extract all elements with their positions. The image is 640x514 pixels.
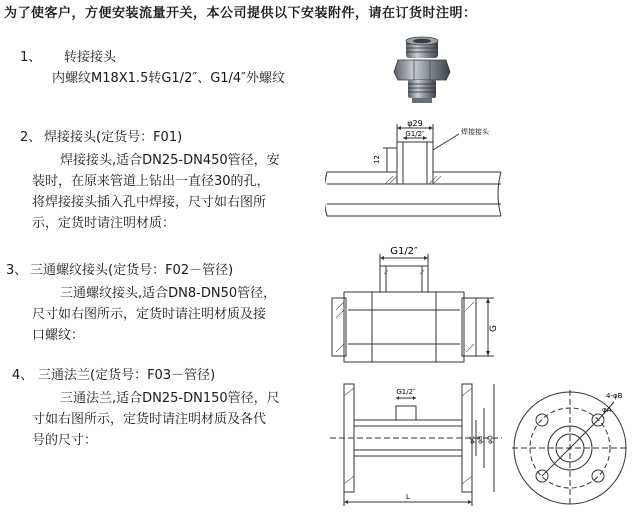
item-2-number: 2、 bbox=[20, 130, 42, 145]
adapter-fitting-image bbox=[388, 36, 458, 106]
weld-fitting-drawing bbox=[325, 120, 505, 228]
flange-length-label: L bbox=[406, 493, 410, 501]
flange-dim-b: φB bbox=[477, 435, 484, 444]
weld-dim-top: φ29 bbox=[407, 120, 423, 128]
tee-fitting-drawing bbox=[328, 244, 503, 372]
flange-holes-label: 4-φB bbox=[606, 392, 623, 400]
item-3-number: 3、 bbox=[6, 263, 28, 278]
flange-pcd-label: φA bbox=[602, 406, 612, 414]
item-2-line-3: 将焊接接头插入孔中焊接，尺寸如右图所 bbox=[32, 195, 267, 210]
flange-face-drawing bbox=[510, 384, 636, 510]
item-4-line-1: 三通法兰,适合DN25-DN150管径，尺 bbox=[60, 391, 280, 406]
weld-callout-label: 焊接接头 bbox=[461, 128, 489, 136]
weld-height-label: 12 bbox=[373, 155, 381, 164]
item-1-line-1: 内螺纹M18X1.5转G1/2″、G1/4″外螺纹 bbox=[52, 71, 286, 86]
flange-dim-d: φD bbox=[487, 435, 494, 444]
item-4-number: 4、 bbox=[12, 368, 34, 383]
flange-dim-c: φC bbox=[469, 435, 476, 444]
item-1-number: 1、 bbox=[20, 50, 42, 65]
intro-heading: 为了使客户，方便安装流量开关，本公司提供以下安装附件，请在订货时注明： bbox=[4, 6, 477, 21]
item-3-line-2: 尺寸如右图所示，定货时请注明材质及接 bbox=[32, 307, 267, 322]
tee-side-label: G bbox=[489, 325, 499, 332]
item-2-line-4: 示，定货时请注明材质： bbox=[32, 216, 176, 231]
item-4-title: 三通法兰(定货号：F03－管径) bbox=[38, 368, 216, 383]
flange-thread-label: G1/2″ bbox=[396, 388, 416, 396]
item-2-title: 焊接接头(定货号：F01) bbox=[44, 130, 183, 145]
item-1-title: 转接接头 bbox=[64, 50, 117, 65]
item-2-line-2: 装时，在原来管道上钻出一直径30的孔， bbox=[32, 174, 270, 189]
item-2-line-1: 焊接接头,适合DN25-DN450管径，安 bbox=[60, 153, 280, 168]
item-3-title: 三通螺纹接头(定货号：F02－管径) bbox=[30, 263, 234, 278]
weld-thread-label: G1/2″ bbox=[405, 130, 425, 138]
item-3-line-3: 口螺纹： bbox=[32, 328, 85, 343]
item-3-line-1: 三通螺纹接头,适合DN8-DN50管径， bbox=[60, 286, 277, 301]
flange-tee-side-drawing bbox=[326, 380, 506, 512]
tee-thread-label: G1/2″ bbox=[390, 246, 418, 257]
item-4-line-2: 寸如右图所示，定货时请注明材质及各代 bbox=[32, 412, 267, 427]
item-4-line-3: 号的尺寸： bbox=[32, 433, 98, 448]
